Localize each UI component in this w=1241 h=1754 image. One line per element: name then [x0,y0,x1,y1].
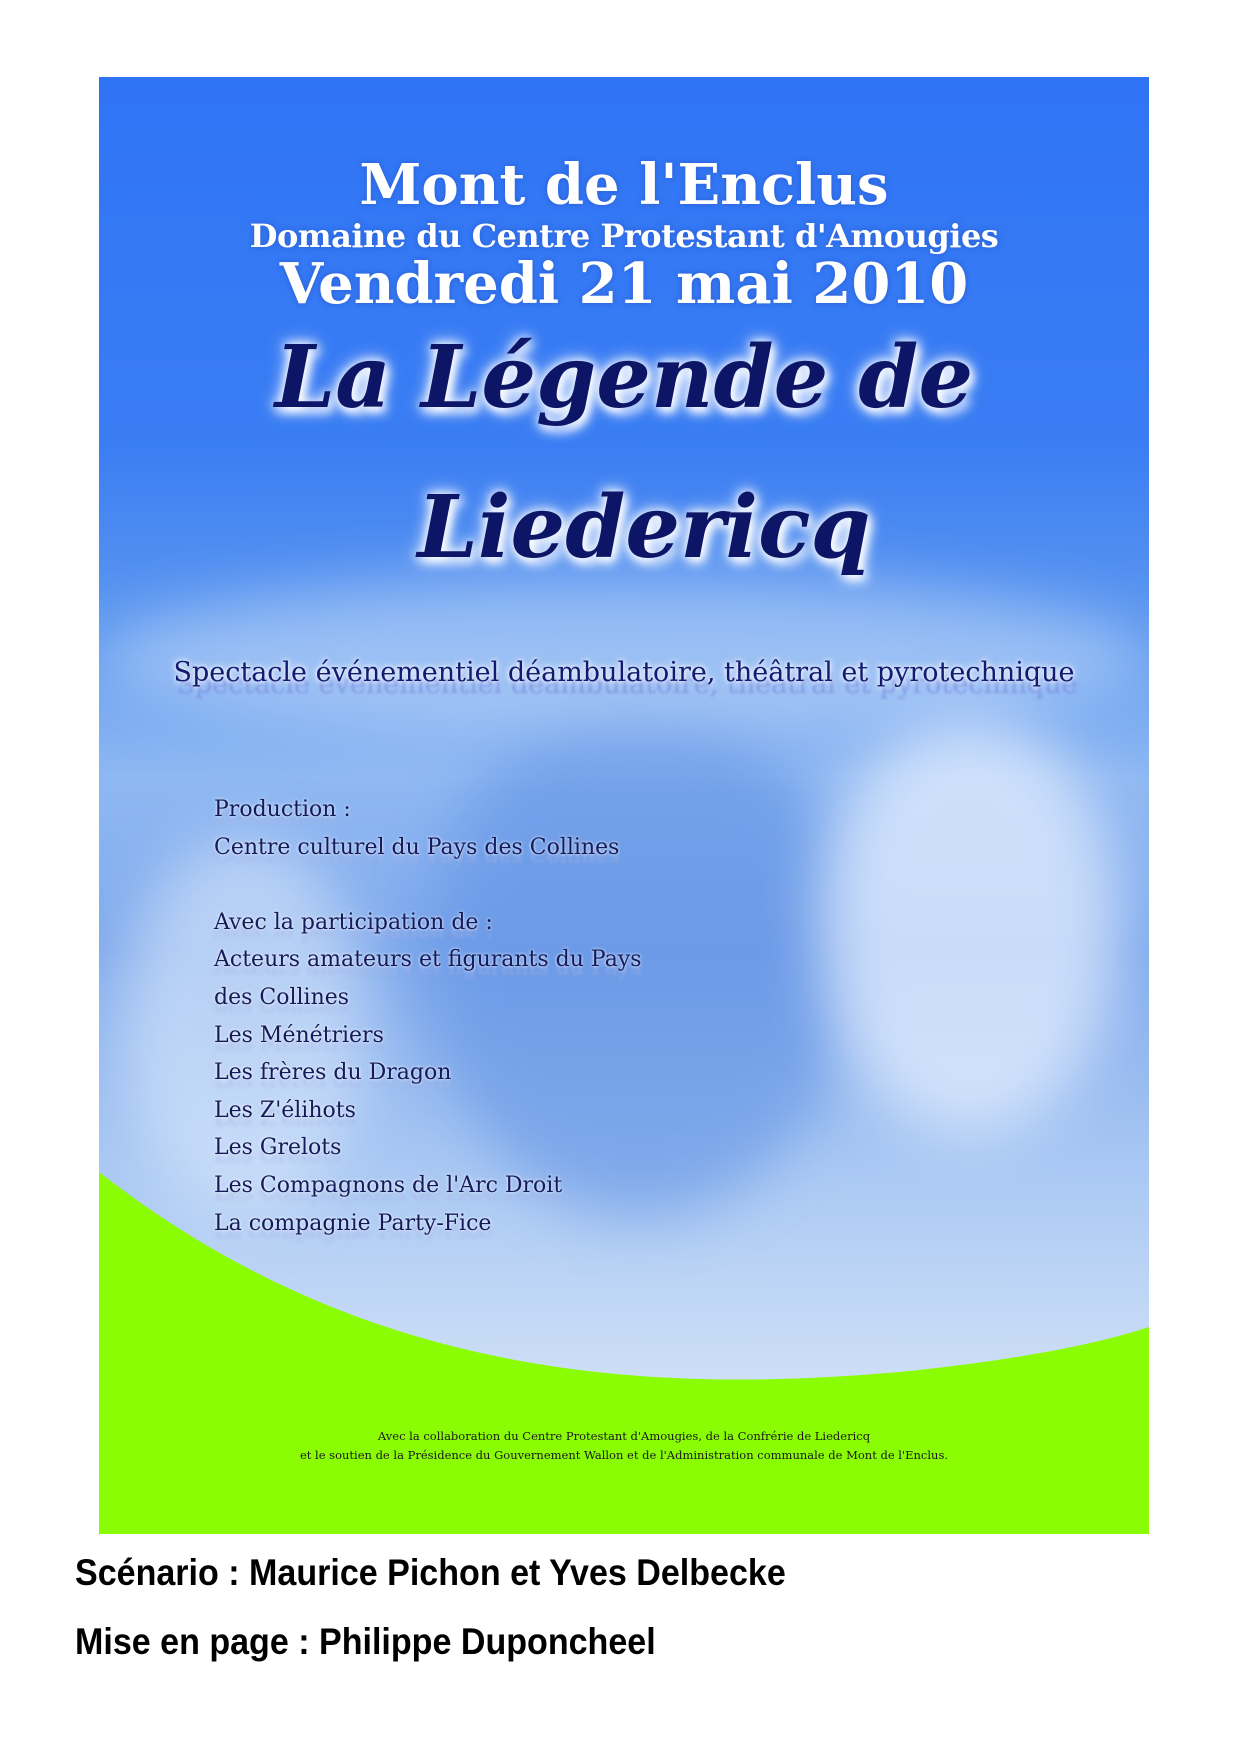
participant-item: La compagnie Party-Fice [214,1210,492,1236]
subtitle: Spectacle événementiel déambulatoire, théâtral et pyrotechnique [173,657,1075,688]
participant-item: Acteurs amateurs et figurants du Pays [214,947,642,973]
location-heading: Mont de l'Enclus [359,152,889,218]
date-heading: Vendredi 21 mai 2010 [279,251,969,317]
participant-item: des Collines [214,984,350,1010]
participant-item: Les Compagnons de l'Arc Droit [214,1172,563,1198]
participant-item: Les Grelots [214,1135,342,1161]
title-line-1: La Légende de [274,327,974,428]
event-poster [99,77,1149,1534]
credit-line: Avec la collaboration du Centre Protestant d'Amougies, de la Confrérie de Liedericq [377,1429,871,1443]
participant-item: Les Z'élihots [214,1097,356,1123]
title-line-2: Liedericq [417,477,871,578]
participation-label: Avec la participation de : [214,909,493,935]
collaboration-credits [99,1427,1149,1465]
participant-item: Les frères du Dragon [214,1060,452,1086]
layout-credit: Mise en page : Philippe Duponcheel [75,1621,656,1662]
venue-heading: Domaine du Centre Protestant d'Amougies [249,217,999,255]
production-name: Centre culturel du Pays des Collines [214,834,620,860]
scenario-credit: Scénario : Maurice Pichon et Yves Delbecke [75,1552,786,1593]
production-label: Production : [214,797,351,822]
credit-line: et le soutien de la Présidence du Gouvernement Wallon et de l'Administration communale de Mont de l'Enclus. [299,1448,949,1462]
participants-list [214,791,642,1242]
participant-item: Les Ménétriers [214,1022,384,1048]
